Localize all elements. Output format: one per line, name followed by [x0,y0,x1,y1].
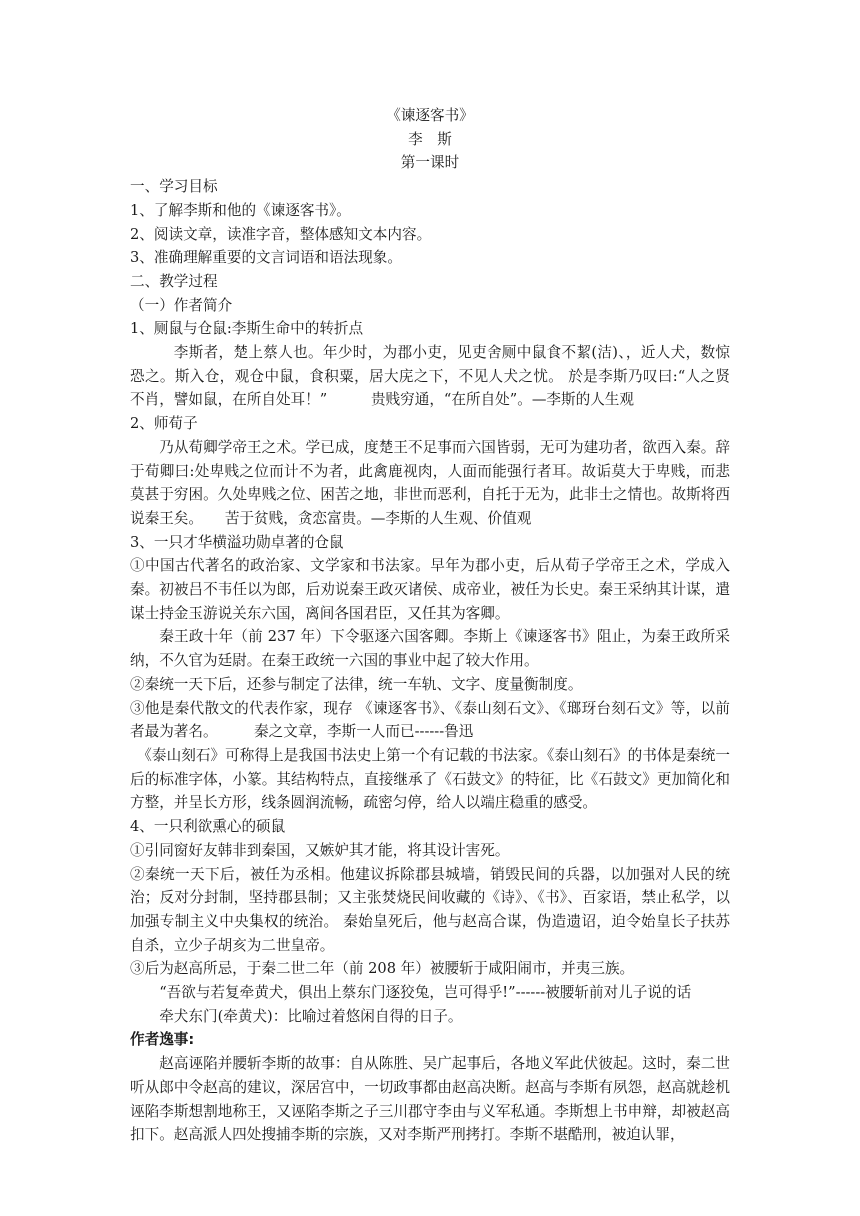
topic-heading: 4、一只利欲熏心的硕鼠 [130,818,286,836]
section-heading: 二、教学过程 [130,272,218,290]
section-heading: 一、学习目标 [130,178,218,196]
paragraph: 《泰山刻石》可称得上是我国书法史上第一个有记载的书法家。《泰山刻石》的书体是秦统一后的标准字体，小篆。其结构特点，直接继承了《石鼓文》的特征，比《石鼓文》更加简化和方整，并呈长方形，线条圆润流畅，疏密匀停，给人以端庄稳重的感受。 [130,746,730,812]
paragraph: ③他是秦代散文的代表作家，现存 《谏逐客书》、《泰山刻石文》、《瑯玡台刻石文》等，以前者最为著名。 秦之文章，李斯一人而已------鲁迅 [130,699,730,741]
paragraph: 乃从荀卿学帝王之术。学已成，度楚王不足事而六国皆弱，无可为建功者，欲西入秦。辞于荀卿曰:处卑贱之位而计不为者，此禽鹿视肉，人面而能强行者耳。故诟莫大于卑贱，而悲莫甚于穷困。久处卑贱之位、困苦之地，非世而恶利，自托于无为，此非士之情也。故斯将西说秦王矣。 苦于贫贱，贪恋富贵。—李斯的人生观、价值观 [130,438,730,527]
anecdote-heading: 作者逸事: [130,1031,195,1049]
paragraph: 李斯者，楚上蔡人也。年少时，为郡小吏，见吏舍厕中鼠食不絜(洁)、，近人犬，数惊恐之。斯入仓，观仓中鼠，食积粟，居大庑之下，不见人犬之忧。 於是李斯乃叹曰:“人之贤不肖，譬如鼠，在所自处耳！” 贵贱穷通，“在所自处”。—李斯的人生观 [130,344,730,409]
lesson-label: 第一课时 [400,154,460,172]
paragraph: ②秦统一天下后，还参与制定了法律，统一车轨、文字、度量衡制度。 [130,675,583,693]
document-body [130,104,730,1147]
author-name: 李 斯 [408,130,452,148]
paragraph: ②秦统一天下后，被任为丞相。他建议拆除郡县城墙，销毁民间的兵器，以加强对人民的统治；反对分封制，坚持郡县制；又主张焚烧民间收藏的《诗》、《书》、百家语，禁止私学，以加强专制主义中央集权的统治。 秦始皇死后，他与赵高合谋，伪造遗诏，迫令始皇长子扶苏自杀，立少子胡亥为二世皇帝。 [130,865,730,954]
paragraph: ①中国古代著名的政治家、文学家和书法家。早年为郡小吏，后从荀子学帝王之术，学成入秦。初被吕不韦任以为郎，后劝说秦王政灭诸侯、成帝业，被任为长史。秦王采纳其计谋，遣谋士持金玉游说关东六国，离间各国君臣，又任其为客卿。 [130,557,730,622]
subsection-heading: （一）作者简介 [130,296,233,314]
topic-heading: 3、一只才华横溢功勋卓著的仓鼠 [130,533,344,551]
goal-item: 1、了解李斯和他的《谏逐客书》。 [130,201,351,219]
quote: “吾欲与若复牵黄犬，俱出上蔡东门逐狡兔，岂可得乎!”------被腰斩前对儿子说的话 [159,984,692,1002]
paragraph: 牵犬东门(牵黄犬)：比喻过着悠闲自得的日子。 [159,1007,463,1025]
paragraph: ①引同窗好友韩非到秦国，又嫉妒其才能，将其设计害死。 [130,841,510,859]
document-title: 《谏逐客书》 [386,107,474,124]
paragraph: 秦王政十年（前 237 年）下令驱逐六国客卿。李斯上《谏逐客书》阻止，为秦王政所采纳，不久官为廷尉。在秦王政统一六国的事业中起了较大作用。 [130,628,730,670]
goal-item: 2、阅读文章，读准字音，整体感知文本内容。 [130,225,432,243]
topic-heading: 1、厕鼠与仓鼠:李斯生命中的转折点 [130,320,364,338]
paragraph: ③后为赵高所忌，于秦二世二年（前 208 年）被腰斩于咸阳闹市，并夷三族。 [130,960,635,978]
goal-item: 3、准确理解重要的文言词语和语法现象。 [130,249,402,267]
topic-heading: 2、师荀子 [130,415,198,433]
paragraph: 赵高诬陷并腰斩李斯的故事：自从陈胜、吴广起事后，各地义军此伏彼起。这时，秦二世听从郎中令赵高的建议，深居宫中，一切政事都由赵高决断。赵高与李斯有夙怨，赵高就趁机诬陷李斯想割地称王，又诬陷李斯之子三川郡守李由与义军私通。李斯想上书申辩，却被赵高扣下。赵高派人四处搜捕李斯的宗族，又对李斯严刑拷打。李斯不堪酷刑，被迫认罪， [130,1055,730,1144]
